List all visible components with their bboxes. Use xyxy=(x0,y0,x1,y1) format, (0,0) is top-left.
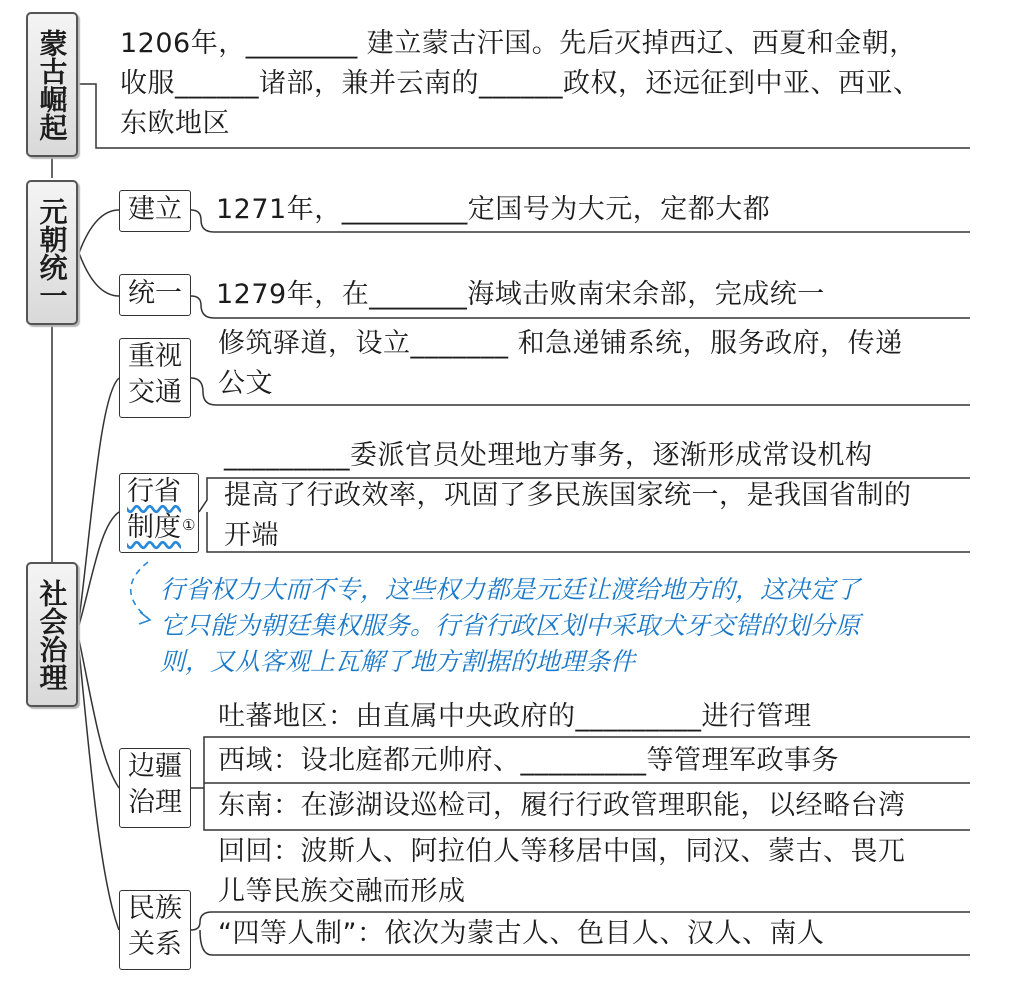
found-line: 1271年，_________定国号为大元，定都大都 xyxy=(216,194,771,225)
sub-label-line: 制度 xyxy=(127,512,181,543)
unify-line: 1279年，在_______海域击败南宋余部，完成统一 xyxy=(216,279,825,310)
province-line-1: _________委派官员处理地方事务，逐渐形成常设机构 xyxy=(224,440,873,471)
transport-line-1: 修筑驿道，设立_______ 和急递铺系统，服务政府，传递 xyxy=(218,328,903,359)
annotation-line-1: 行省权力大而不专，这些权力都是元廷让渡给地方的，这决定了 xyxy=(160,575,861,604)
ethnic-line-2: 儿等民族交融而形成 xyxy=(218,876,466,907)
section-label: 社会治理 xyxy=(35,578,69,691)
annotation-line-2: 它只能为朝廷集权服务。行省行政区划中采取犬牙交错的划分原 xyxy=(160,611,861,640)
sub-label-line: 民族 xyxy=(128,893,182,924)
section-yuan-unify xyxy=(26,180,78,325)
transport-line-2: 公文 xyxy=(218,368,273,399)
sub-frontier xyxy=(119,748,191,828)
sub-province xyxy=(119,473,199,553)
sub-label-line: 治理 xyxy=(128,787,182,818)
sub-label-line: 关系 xyxy=(128,929,182,960)
gov-branch-ethnic xyxy=(79,650,119,930)
sub-label: 建立 xyxy=(128,194,182,225)
province-line-2: 提高了行政效率，巩固了多民族国家统一，是我国省制的 xyxy=(224,480,912,511)
frontier-line-3: 东南：在澎湖设巡检司，履行行政管理职能，以经略台湾 xyxy=(218,790,906,821)
transport-connector xyxy=(191,378,970,405)
section-label: 蒙古崛起 xyxy=(35,28,69,141)
sub-transport xyxy=(119,338,191,418)
province-line-3: 开端 xyxy=(224,520,279,551)
unify-branch-unify xyxy=(79,253,119,296)
note-arrow xyxy=(131,562,148,618)
frontier-line-1: 吐蕃地区：由直属中央政府的_________进行管理 xyxy=(218,701,812,732)
gov-branch-transport xyxy=(79,378,119,620)
rise-line-1: 1206年，________ 建立蒙古汗国。先后灭掉西辽、西夏和金朝， xyxy=(120,28,917,59)
sub-label-line: 行省 xyxy=(127,476,181,507)
footnote-marker: ① xyxy=(182,516,196,534)
sub-label-line: 交通 xyxy=(128,377,182,408)
rise-line-2: 收服______诸部，兼并云南的______政权，还远征到中亚、西亚、 xyxy=(120,68,921,99)
sub-unify xyxy=(119,274,191,316)
unify-branch-found xyxy=(79,210,119,253)
section-mongol-rise xyxy=(26,12,78,157)
sub-label-line: 重视 xyxy=(128,341,182,372)
sub-found xyxy=(119,190,191,232)
sub-label: 统一 xyxy=(128,278,182,309)
section-label: 元朝统一 xyxy=(35,196,69,309)
ethnic-line-3: “四等人制”：依次为蒙古人、色目人、汉人、南人 xyxy=(218,918,825,949)
annotation-line-3: 则，又从客观上瓦解了地方割据的地理条件 xyxy=(160,647,636,676)
sub-ethnic xyxy=(119,890,191,970)
ethnic-line-1: 回回：波斯人、阿拉伯人等移居中国，同汉、蒙古、畏兀 xyxy=(218,836,906,867)
section-governance xyxy=(26,562,78,707)
rise-line-3: 东欧地区 xyxy=(120,108,230,139)
sub-label-line: 边疆 xyxy=(128,751,182,782)
frontier-line-2: 西域：设北庭都元帅府、_________等管理军政事务 xyxy=(218,745,839,776)
